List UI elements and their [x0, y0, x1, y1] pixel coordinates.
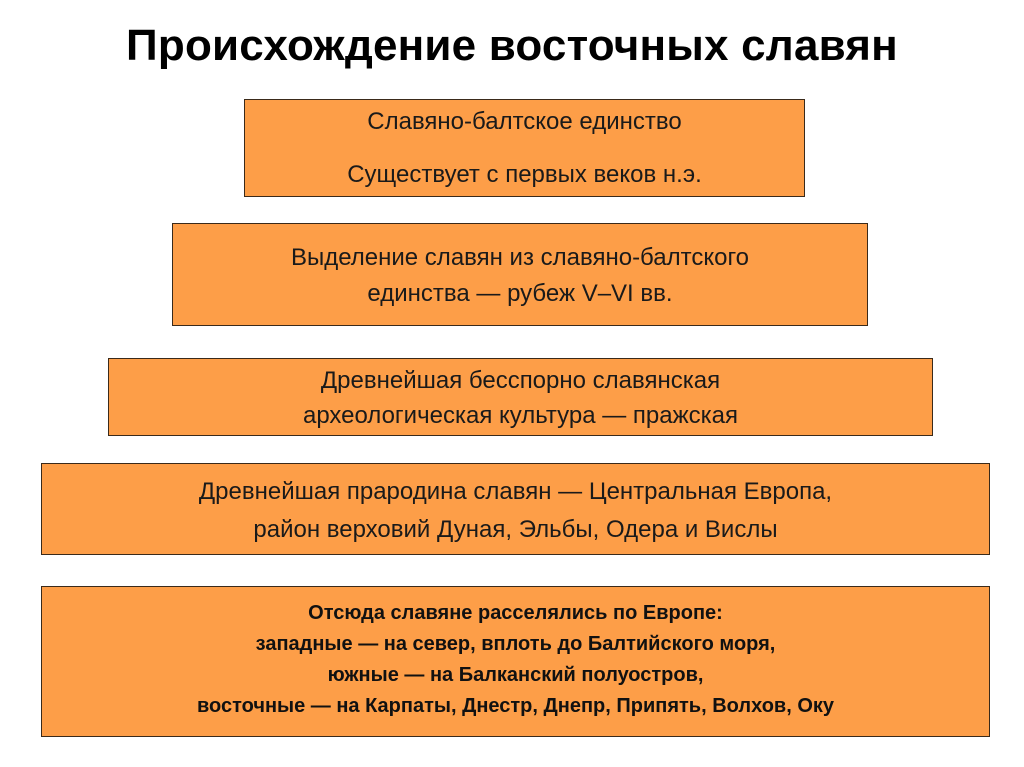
- box-ancestral-homeland: [41, 463, 990, 555]
- box-line: восточные — на Карпаты, Днестр, Днепр, Припять, Волхов, Оку: [196, 695, 835, 717]
- box-line: Славяно-балтское единство: [367, 108, 682, 135]
- box-prague-culture: [108, 358, 933, 436]
- box-slavs-separation: [172, 223, 868, 326]
- box-line: археологическая культура — пражская: [302, 402, 738, 429]
- box-line: Древнейшая бесспорно славянская: [320, 367, 721, 394]
- box-line: Существует с первых веков н.э.: [347, 161, 702, 188]
- box-line: западные — на север, вплоть до Балтийского моря,: [255, 633, 776, 655]
- box-slavic-baltic-unity: [244, 99, 805, 197]
- box-line: район верховий Дуная, Эльбы, Одера и Вислы: [253, 516, 778, 543]
- box-line: Отсюда славяне расселялись по Европе:: [308, 602, 723, 624]
- box-line: Древнейшая прародина славян — Центральная Европа,: [198, 478, 833, 505]
- box-line: южные — на Балканский полуостров,: [327, 664, 704, 686]
- box-line: единства — рубеж V–VI вв.: [367, 280, 673, 307]
- box-settlement: [41, 586, 990, 737]
- page-title: Происхождение восточных славян: [126, 21, 898, 70]
- box-line: Выделение славян из славяно-балтского: [290, 244, 750, 271]
